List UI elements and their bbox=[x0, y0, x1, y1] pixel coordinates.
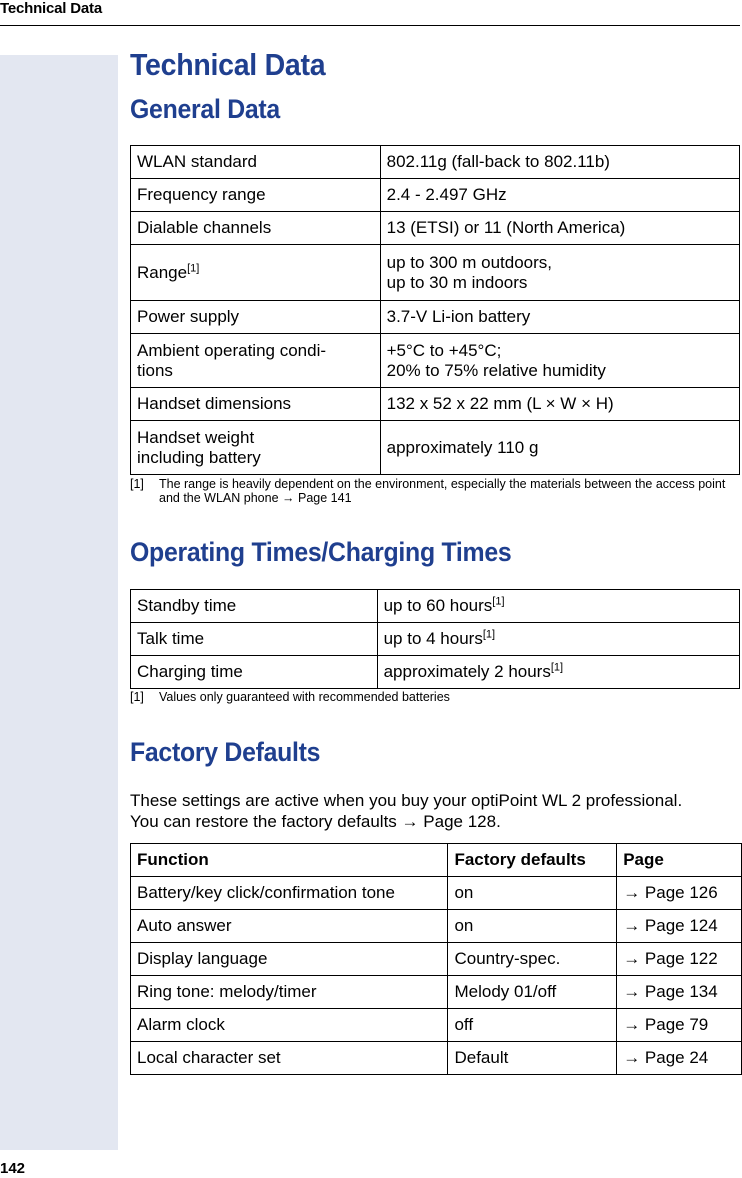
footnote-mark: [1] bbox=[130, 477, 144, 491]
footnote-ref-sup: [1] bbox=[492, 595, 505, 608]
spec-label-line2: tions bbox=[137, 360, 173, 380]
footnote-text: Values only guaranteed with recommended batteries bbox=[159, 690, 450, 704]
page-reference-link[interactable]: Page 124 bbox=[644, 916, 718, 935]
table-header-row bbox=[131, 844, 742, 877]
table-row bbox=[131, 212, 740, 245]
page-title: Technical Data bbox=[130, 47, 326, 82]
general-data-table bbox=[130, 145, 740, 475]
function-cell: Battery/key click/confirmation tone bbox=[131, 877, 448, 910]
table-row bbox=[131, 590, 740, 623]
side-margin-band bbox=[0, 55, 118, 1150]
page-reference-link[interactable]: Page 128. bbox=[423, 812, 501, 831]
page-reference-link[interactable]: Page 134 bbox=[644, 982, 718, 1001]
table-row bbox=[131, 179, 740, 212]
factory-defaults-table bbox=[130, 843, 742, 1075]
time-label: Charging time bbox=[131, 656, 378, 689]
page-reference-link[interactable]: Page 126 bbox=[644, 883, 718, 902]
table-row bbox=[131, 1009, 742, 1042]
arrow-icon: → bbox=[623, 949, 641, 968]
column-header-page: Page bbox=[617, 844, 742, 877]
footnote-ref-sup: [1] bbox=[482, 628, 496, 641]
arrow-icon: → bbox=[282, 491, 295, 505]
spec-value-line2: up to 30 m indoors bbox=[386, 272, 528, 292]
spec-value bbox=[380, 245, 739, 301]
spec-value: approximately 110 g bbox=[380, 421, 739, 475]
general-footnote bbox=[130, 477, 740, 505]
table-row bbox=[131, 910, 742, 943]
page-cell bbox=[617, 877, 742, 910]
default-cell: Default bbox=[448, 1042, 617, 1075]
operating-footnote bbox=[130, 690, 740, 704]
column-header-function: Function bbox=[131, 844, 448, 877]
spec-label: Power supply bbox=[131, 301, 381, 334]
header-rule bbox=[0, 25, 740, 26]
spec-value: 2.4 - 2.497 GHz bbox=[380, 179, 739, 212]
table-row bbox=[131, 1042, 742, 1075]
factory-defaults-intro bbox=[130, 790, 740, 832]
function-cell: Ring tone: melody/timer bbox=[131, 976, 448, 1009]
table-row bbox=[131, 656, 740, 689]
table-row bbox=[131, 388, 740, 421]
table-row bbox=[131, 334, 740, 388]
spec-value-line2: 20% to 75% relative humidity bbox=[386, 360, 606, 380]
table-row bbox=[131, 146, 740, 179]
arrow-icon: → bbox=[623, 1048, 641, 1067]
spec-label-text: Range bbox=[137, 262, 188, 282]
footnote-mark: [1] bbox=[130, 690, 144, 704]
column-header-defaults: Factory defaults bbox=[448, 844, 617, 877]
time-value: approximately 2 hours[1] bbox=[377, 656, 739, 689]
spec-value-line1: up to 300 m outdoors, bbox=[386, 252, 552, 272]
page-reference-link[interactable]: Page 141 bbox=[298, 491, 352, 505]
general-data-heading: General Data bbox=[130, 94, 280, 124]
intro-line-2: You can restore the factory defaults bbox=[130, 812, 397, 831]
spec-label bbox=[131, 421, 381, 475]
page-reference-link[interactable]: Page 79 bbox=[644, 1015, 709, 1034]
table-row bbox=[131, 623, 740, 656]
spec-label bbox=[131, 334, 381, 388]
arrow-icon: → bbox=[623, 1015, 641, 1034]
spec-label-line1: Ambient operating condi- bbox=[137, 340, 327, 360]
spec-value: 3.7-V Li-ion battery bbox=[380, 301, 739, 334]
table-row bbox=[131, 943, 742, 976]
page-cell bbox=[617, 1042, 742, 1075]
intro-line-1: These settings are active when you buy your optiPoint WL 2 professional. bbox=[130, 791, 683, 810]
function-cell: Local character set bbox=[131, 1042, 448, 1075]
time-label: Talk time bbox=[131, 623, 378, 656]
footnote-ref-sup: [1] bbox=[187, 261, 200, 274]
time-value: up to 4 hours[1] bbox=[377, 623, 739, 656]
page-cell bbox=[617, 1009, 742, 1042]
page-cell bbox=[617, 910, 742, 943]
page-reference-link[interactable]: Page 122 bbox=[644, 949, 718, 968]
spec-label-line2: including battery bbox=[137, 447, 261, 467]
time-value: up to 60 hours[1] bbox=[377, 590, 739, 623]
table-row bbox=[131, 421, 740, 475]
arrow-icon: → bbox=[623, 883, 641, 902]
spec-label bbox=[131, 245, 381, 301]
footnote-text: The range is heavily dependent on the environment, especially the materials between the access point and the WLAN phone → Page 141 bbox=[159, 477, 726, 505]
function-cell: Display language bbox=[131, 943, 448, 976]
table-row bbox=[131, 877, 742, 910]
spec-value: 802.11g (fall-back to 802.11b) bbox=[380, 146, 739, 179]
page-reference-link[interactable]: Page 24 bbox=[644, 1048, 709, 1067]
default-cell: Melody 01/off bbox=[448, 976, 617, 1009]
function-cell: Auto answer bbox=[131, 910, 448, 943]
operating-times-table bbox=[130, 589, 740, 689]
default-cell: Country-spec. bbox=[448, 943, 617, 976]
spec-value-line1: +5°C to +45°C; bbox=[386, 340, 502, 360]
default-cell: on bbox=[448, 910, 617, 943]
spec-label: Dialable channels bbox=[131, 212, 381, 245]
arrow-icon: → bbox=[623, 982, 641, 1001]
spec-label: WLAN standard bbox=[131, 146, 381, 179]
default-cell: on bbox=[448, 877, 617, 910]
spec-label-line1: Handset weight bbox=[137, 427, 255, 447]
spec-label: Frequency range bbox=[131, 179, 381, 212]
arrow-icon: → bbox=[401, 812, 419, 831]
default-cell: off bbox=[448, 1009, 617, 1042]
table-row bbox=[131, 301, 740, 334]
page-cell bbox=[617, 943, 742, 976]
footnote-ref-sup: [1] bbox=[550, 661, 564, 674]
operating-times-heading: Operating Times/Charging Times bbox=[130, 537, 512, 567]
spec-label: Handset dimensions bbox=[131, 388, 381, 421]
spec-value: 132 x 52 x 22 mm (L × W × H) bbox=[380, 388, 739, 421]
spec-value: 13 (ETSI) or 11 (North America) bbox=[380, 212, 739, 245]
factory-defaults-heading: Factory Defaults bbox=[130, 737, 321, 767]
table-row bbox=[131, 976, 742, 1009]
page-cell bbox=[617, 976, 742, 1009]
time-label: Standby time bbox=[131, 590, 378, 623]
page-number: 142 bbox=[0, 1160, 26, 1177]
spec-value bbox=[380, 334, 739, 388]
arrow-icon: → bbox=[623, 916, 641, 935]
table-row bbox=[131, 245, 740, 301]
running-header: Technical Data bbox=[0, 0, 102, 17]
function-cell: Alarm clock bbox=[131, 1009, 448, 1042]
